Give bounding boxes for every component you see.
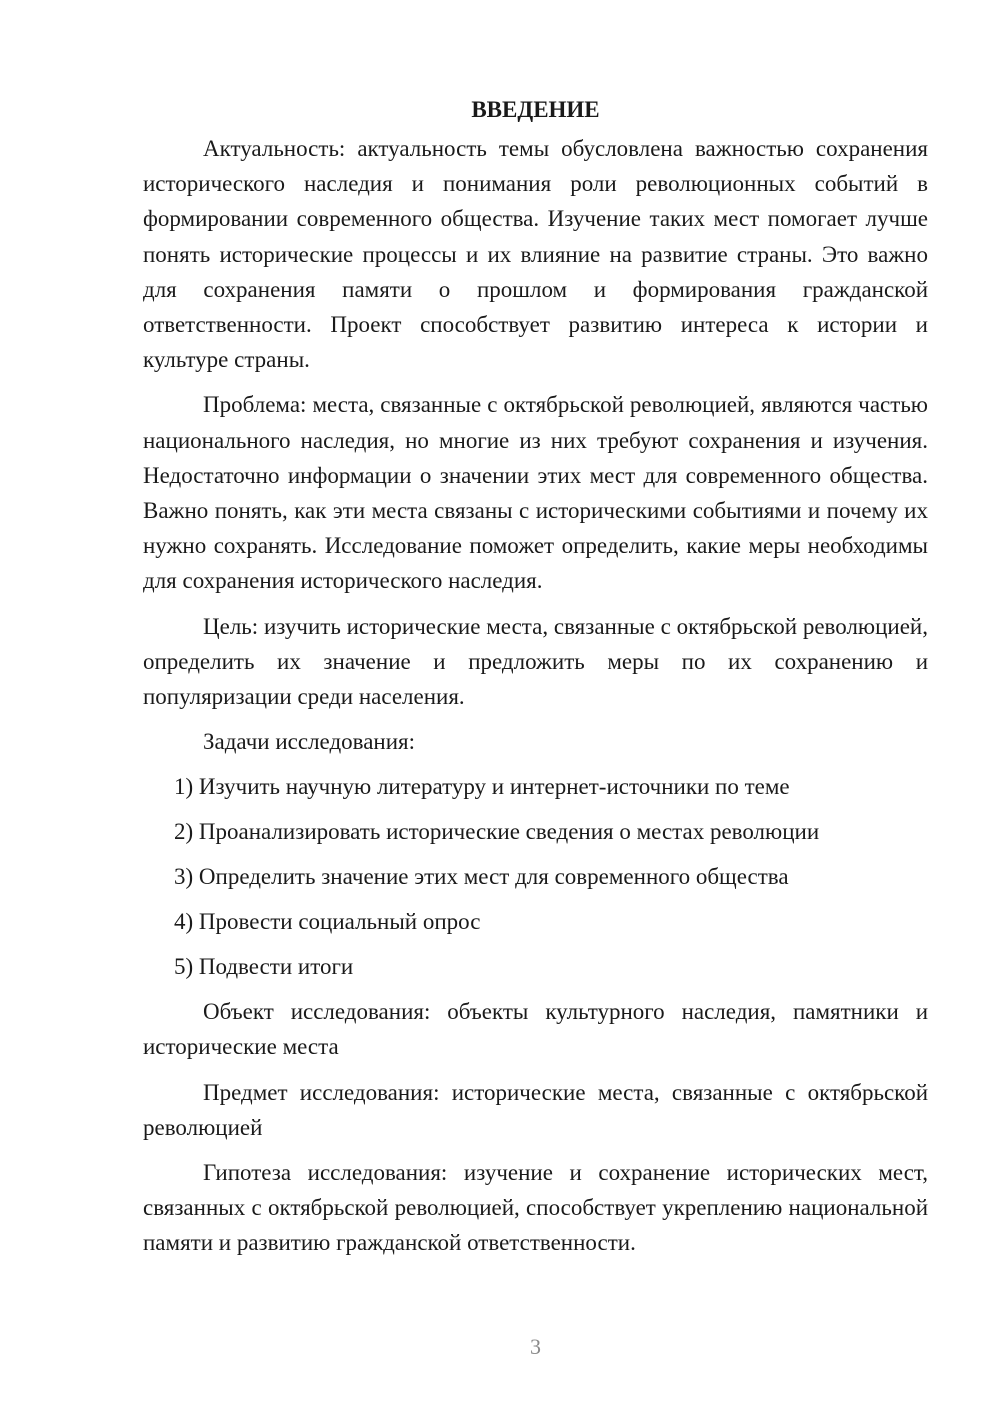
paragraph-hypothesis: Гипотеза исследования: изучение и сохранение исторических мест, связанных с октябрьской революцией, способствует укреплению национальной памяти и развитию гражданской ответственности. — [143, 1160, 928, 1256]
list-item: 3) Определить значение этих мест для современного общества — [174, 864, 789, 890]
tasks-heading: Задачи исследования: — [203, 729, 416, 755]
document-page — [143, 92, 928, 1271]
task-list — [143, 769, 928, 984]
list-item: 5) Подвести итоги — [174, 954, 354, 980]
list-item: 2) Проанализировать исторические сведения о местах революции — [174, 819, 820, 845]
paragraph-goal: Цель: изучить исторические места, связанные с октябрьской революцией, определить их значение и предложить меры по их сохранению и популяризации среди населения. — [143, 613, 928, 710]
page-number: 3 — [530, 1334, 541, 1359]
paragraph-problem: Проблема: места, связанные с октябрьской революцией, являются частью национального наследия, но многие из них требуют сохранения и изучения. Недостаточно информации о значении этих мест для современного общества. Важно понять, как эти места связаны с историческими событиями и почему их нужно сохранять. Исследование поможет определить, какие меры необходимы для сохранения исторического наследия. — [143, 392, 928, 594]
list-item: 1) Изучить научную литературу и интернет-источники по теме — [174, 774, 790, 800]
list-item: 4) Провести социальный опрос — [174, 909, 481, 935]
paragraph-subject: Предмет исследования: исторические места, связанные с октябрьской революцией — [143, 1079, 928, 1140]
paragraph-object: Объект исследования: объекты культурного наследия, памятники и исторические места — [143, 999, 928, 1060]
paragraph-relevance: Актуальность: актуальность темы обусловлена важностью сохранения исторического наследия и понимания роли революционных событий в формировании современного общества. Изучение таких мест помогает лучше понять исторические процессы и их влияние на развитие страны. Это важно для сохранения памяти о прошлом и формирования гражданской ответственности. Проект способствует развитию интереса к истории и культуре страны. — [143, 136, 928, 373]
page-title: ВВЕДЕНИЕ — [471, 97, 600, 122]
